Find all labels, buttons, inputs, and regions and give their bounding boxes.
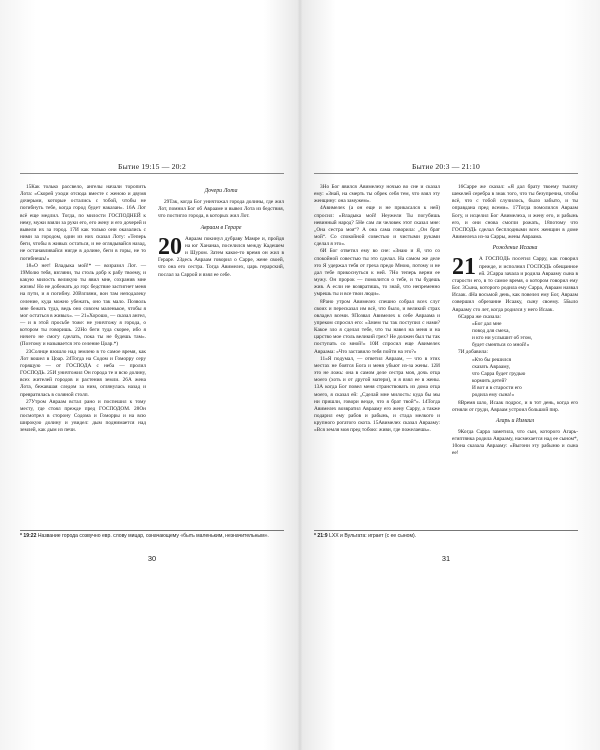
section-heading: Дочери Лота: [204, 188, 238, 194]
chapter-number: 21: [452, 254, 476, 281]
right-running-head: Бытие 20:3 — 21:10: [314, 162, 578, 171]
poem-line: будет смеяться со мной!»: [472, 342, 530, 349]
poem-line: что Сарра будет грудью: [472, 370, 526, 377]
poem-block: [472, 321, 578, 350]
section-heading: Рождение Исаака: [492, 245, 538, 252]
right-footnote: [314, 530, 578, 540]
verse-paragraph: 11«Я подумал, — ответил Авраам, — что в этих местах не боятся Бога и меня убьют из-за жены. 12И это не ложь: она в самом деле сестра моя, дочь отца моего (хоть и от другой матери), и я взял ее в жены. 13А когда Бог повел меня странствовать из дома отца моего, я сказал ей: „Сделай мне милость: куда бы мы ни пришли, говори везде, что я брат твой“». 14Тогда Авимелех возвратил Аврааму его жену Сарру, а также подарил ему рабов и рабынь, и стада мелкого и крупного рогатого скота. 15Авимелех сказал Аврааму: «Вся земля моя пред тобою: живи, где пожелаешь».: [314, 355, 440, 434]
right-page-number: 31: [441, 554, 451, 563]
chapter-text: Авраам покинул дубраву Мамре и, пройдя на юг Хананаа, поселился между Кадешем и Шуром. Затем какое-то время он жил в Гераре. 2Здесь Авраам говорил о Сарре, жене своей, что она его сестра. Тогда Авимелех, царь герарский, послал за Саррой и взял ее себе.: [158, 235, 284, 278]
poem-line: и кто ни услышит об этом,: [472, 335, 533, 342]
verse-paragraph: 18«О нет! Владыка мой!* — возразил Лот. — 19Молю тебя, взгляни, ты столь добр к рабу твоему, и какую милость великую ты явил мне, сохранив мне жизнь! Но не добежать до гор: бедствие застигнет меня на пути, и я погибну. 20Взгляни, вон там неподалеку селение, куда можно убежать, оно так мало. Позволь мне бежать туда, ведь оно совсем маленькое, чтобы я мог остаться в живых». — 21«Хорошо, — сказал ангел, — и в этой просьбе тоже: не уничтожу я города, о котором ты говоришь. 22Но беги туда скорее, ибо я ничего не смогу сделать, пока ты не будешь там». (Поэтому и называется это селение Цоар.*): [20, 262, 146, 348]
poem-line: «Бог дал мне: [472, 320, 502, 327]
poem-line: И вот я в старости его: [472, 385, 522, 392]
verse-paragraph: 7И добавила:: [458, 349, 488, 356]
right-column-1: [314, 184, 440, 434]
verse-paragraph: 15Как только рассвело, ангелы начали торопить Лота: «Скорей уходи отсюда вместе с женою и двумя дочерьми, которые остались с тобой, чтобы не погибнуть тебе, когда город будет наказан». 16А Лот всё еще медлил. Тогда, по милости ГОСПОДНЕЙ к нему, мужи взяли за руки его, его жену и его дочерей и вывели их за город. 17И как только они оказались с ними за городом, один из них сказал Лоту: «Теперь беги, чтобы в живых остаться, и не оглядывайся назад, не останавливайся нигде в долине, беги в горы, не то погибнешь!»: [20, 184, 146, 262]
right-page: [314, 162, 578, 574]
chapter-start: [158, 233, 284, 279]
verse-paragraph: 27Утром Авраам встал рано и поспешил к тому месту, где стоял прежде пред ГОСПОДОМ. 28Он посмотрел в сторону Содома и Гоморры и на всю широкую долину и увидел: дым поднимается над землей, как дым из печи.: [20, 398, 146, 434]
verse-paragraph: 6Сарра же сказала:: [458, 313, 501, 320]
poem-line: родила ему сына!»: [472, 392, 515, 399]
chapter-start: [452, 256, 578, 313]
verse-paragraph: 6И Бог ответил ему во сне: «Знаю и Я, что со спокойной совестью ты это сделал. На самом же деле это Я удержал тебя от греха предо Мною, потому и не дал тебе прикоснуться к ней. 7Но теперь верни ее мужу. Он пророк — помолится о тебе, и ты будешь жив. А если не возвратишь, то знай, что непременно умрешь ты и все твои люди».: [314, 248, 440, 298]
left-columns: [20, 184, 284, 540]
poem-line: кормить детей?: [472, 378, 507, 385]
verse-paragraph: 29Так, когда Бог уничтожал города долины, где жил Лот, помнил Бог об Аврааме и вывел Лота из бедствия, что постигло города, в которых жил Лот.: [158, 199, 284, 220]
left-column-2: [158, 184, 284, 279]
verse-paragraph: 4Авимелех (а он еще и не прикасался к ней) спросил: «Владыка мой! Неужели Ты погубишь невинный народ? 5Не сам ли человек этот сказал мне: „Она сестра моя“? А она сама говорила: „Он брат мой“. Со спокойной совестью и чистыми руками сделал я это».: [314, 205, 440, 248]
verse-paragraph: 16Сарре же сказал: «Я дал брату твоему тысячу шекелей серебра в знак того, что ты безупречна, чтобы всё, что с тобой случилось, было забыто, и ты оправдана пред всеми». 17Тогда помолился Авраам Богу, и исцелил Бог Авимелеха, и жену его, и рабынь его, и они снова смогли рожать, 18потому что ГОСПОДЬ сделал бесплодными всех женщин в доме Авимелеха из-за Сарры, жены Авраама.: [452, 184, 578, 241]
poem-line: повод для смеха,: [472, 327, 510, 334]
left-page-number: 30: [147, 554, 157, 563]
footnote-text: LXX и Вульгата: играет (с ее сыном).: [329, 533, 417, 539]
poem-block: [472, 357, 578, 400]
verse-paragraph: 8Время шло, Исаак подрос, и в тот день, когда его отняли от груди, Авраам устроил большой пир.: [452, 399, 578, 413]
verse-paragraph: 3Но Бог явился Авимелеху ночью во сне и сказал ему: «Знай, на смерть ты обрек себя тем, что взял эту женщину: она замужем».: [314, 184, 440, 205]
left-page: [20, 162, 284, 574]
verse-paragraph: 23Солнце взошло над землею в то самое время, как Лот вошел в Цоар. 24Тогда на Содом и Гоморру серу горящую — от ГОСПОДА с неба — пролил ГОСПОДЬ. 25И уничтожил Он города те и всю долину, всех жителей городов и растения земли. 26А жена Лота, бежавшая следом за ним, оглянулась назад и превратилась в соляной столп.: [20, 348, 146, 398]
poem-line: сказать Аврааму,: [472, 363, 511, 370]
left-column-1: [20, 184, 146, 434]
section-heading: Авраам в Гераре: [200, 224, 242, 231]
left-running-head: Бытие 19:15 — 20:2: [20, 162, 284, 171]
footnote-ref: * 21:9: [314, 533, 328, 539]
chapter-text: А ГОСПОДЬ посетил Сарру, как говорил прежде, и исполнил ГОСПОДЬ обещанное ей. 2Сарра зачала и родила Аврааму сына в старости его, в то самое время, о котором говорил ему Бог. 3Сына, которого родила ему Сарра, Авраам назвал Исаак. 4На восьмой день, как повелел ему Бог, Авраам совершил обрезание Исааку, сыну своему. 5Было Аврааму сто лет, когда родился у него Исаак.: [452, 256, 578, 313]
section-heading: Агарь и Измаил: [495, 417, 535, 424]
footnote-text: Название города созвучно евр. слову мицар, означающему «быть маленьким, незначительным».: [37, 533, 269, 539]
verse-paragraph: 8Рано утром Авимелех спешно собрал всех слуг своих и пересказал им всё, что было, и великий страх овладел всеми. 9Позвал Авимелех к себе Авраама и упреком спросил его: «Зачем ты так поступил с нами? Какое зло я сделал тебе, что ты навел на меня и на царство мое столь великий грех? Не должен был ты так поступать со мной!» 10И спросил еще Авимелех Авраама: «Что заставило тебя пойти на это?»: [314, 298, 440, 355]
left-footnote: [20, 530, 284, 540]
chapter-number: 20: [158, 233, 182, 260]
footnote-ref: * 19:22: [20, 533, 37, 539]
poem-line: «Кто бы решился: [472, 356, 512, 363]
verse-paragraph: 9Когда Сарра заметила, что сын, которого Агарь-египтянка родила Аврааму, насмехается над ее сыном*, 10она сказала Аврааму: «Выгони эту рабыню и сына ее!: [452, 429, 578, 457]
right-column-2: [452, 184, 578, 458]
right-columns: [314, 184, 578, 540]
